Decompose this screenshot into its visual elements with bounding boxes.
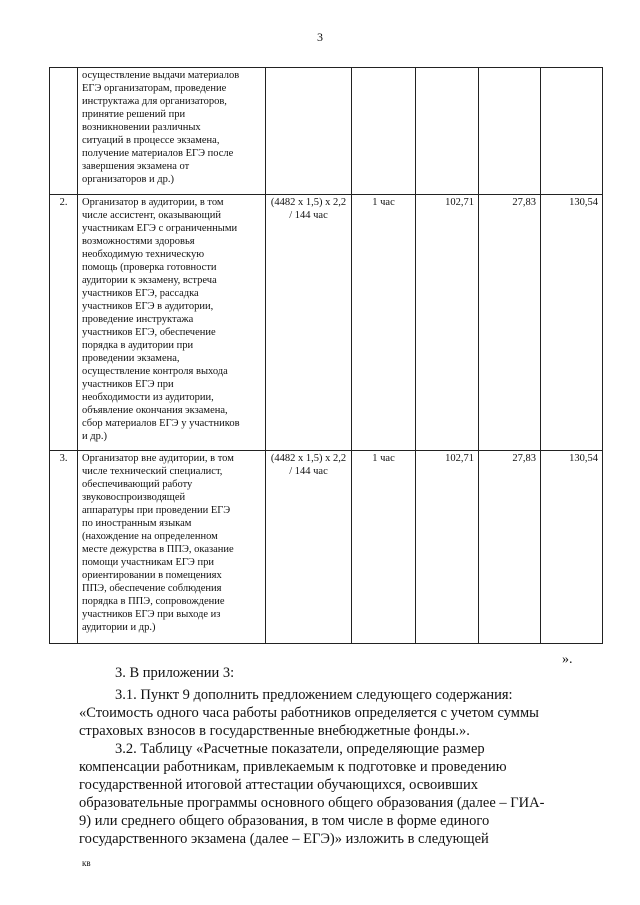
paragraph-line: 3.2. Таблицу «Расчетные показатели, определяющие размер: [115, 741, 485, 757]
description-line: осуществление контроля выхода: [82, 366, 228, 377]
description-line: участников ЕГЭ при: [82, 379, 174, 390]
description-line: Организатор вне аудитории, в том: [82, 453, 234, 464]
row-unit: 1 час: [352, 451, 416, 644]
row-value-2: [479, 68, 541, 195]
description-line: осуществление выдачи материалов: [82, 70, 240, 81]
description-line: необходимую техническую: [82, 249, 205, 260]
description-line: необходимости из аудитории,: [82, 392, 214, 403]
paragraph-line: 9) или среднего общего образования, в том числе в форме единого: [79, 813, 490, 829]
description-line: звуковоспроизводящей: [82, 492, 186, 503]
description-line: сбор материалов ЕГЭ у участников: [82, 418, 240, 429]
row-formula: [266, 68, 352, 195]
description-line: ориентировании в помещениях: [82, 570, 222, 581]
row-value-2: 27,83: [479, 451, 541, 644]
closing-quote: ».: [562, 652, 573, 667]
description-line: аудитории к экзамену, встреча: [82, 275, 217, 286]
description-line: участникам ЕГЭ с ограниченными: [82, 223, 238, 234]
paragraph-3-1: [79, 686, 569, 740]
row-description: [78, 195, 266, 451]
paragraph-3-2: [79, 740, 569, 848]
row-description: [78, 68, 266, 195]
paragraph-line: страховых взносов в государственные внебюджетные фонды.».: [79, 723, 470, 739]
paragraph-line: 3.1. Пункт 9 дополнить предложением следующего содержания:: [115, 687, 513, 703]
paragraph-line: «Стоимость одного часа работы работников определяется с учетом суммы: [79, 705, 539, 721]
row-value-3: 130,54: [541, 195, 603, 451]
description-line: участников ЕГЭ, рассадка: [82, 288, 199, 299]
row-description: [78, 451, 266, 644]
description-line: (нахождение на определенном: [82, 531, 218, 542]
footer-initials: кв: [82, 858, 91, 868]
description-line: аудитории и др.): [82, 622, 156, 633]
description-line: участников ЕГЭ в аудитории,: [82, 301, 214, 312]
row-number: 2.: [50, 195, 78, 451]
description-line: инструктажа для организаторов,: [82, 96, 227, 107]
description-line: возникновении различных: [82, 122, 201, 133]
description-line: числе ассистент, оказывающий: [82, 210, 221, 221]
description-line: аппаратуры при проведении ЕГЭ: [82, 505, 231, 516]
description-line: помощь (проверка готовности: [82, 262, 217, 273]
description-line: участников ЕГЭ при выходе из: [82, 609, 221, 620]
description-line: ЕГЭ организаторам, проведение: [82, 83, 227, 94]
description-line: получение материалов ЕГЭ после: [82, 148, 234, 159]
description-line: принятие решений при: [82, 109, 186, 120]
row-value-3: [541, 68, 603, 195]
row-unit: 1 час: [352, 195, 416, 451]
description-line: ППЭ, обеспечение соблюдения: [82, 583, 222, 594]
description-line: участников ЕГЭ, обеспечение: [82, 327, 216, 338]
description-line: завершения экзамена от: [82, 161, 190, 172]
description-line: порядка в ППЭ, сопровождение: [82, 596, 225, 607]
paragraph-line: компенсации работникам, привлекаемым к подготовке и проведению: [79, 759, 507, 775]
description-line: порядка в аудитории при: [82, 340, 194, 351]
description-line: по иностранным языкам: [82, 518, 192, 529]
row-value-1: 102,71: [416, 195, 479, 451]
compensation-table: [49, 67, 603, 644]
section-heading: 3. В приложении 3:: [115, 665, 235, 681]
description-line: месте дежурства в ППЭ, оказание: [82, 544, 234, 555]
description-line: ситуаций в процессе экзамена,: [82, 135, 220, 146]
row-value-2: 27,83: [479, 195, 541, 451]
description-line: и др.): [82, 431, 107, 442]
table-row: [50, 195, 603, 451]
table-row: [50, 68, 603, 195]
paragraph-line: государственного экзамена (далее – ЕГЭ)» изложить в следующей: [79, 831, 489, 847]
row-number: [50, 68, 78, 195]
description-line: проведении экзамена,: [82, 353, 180, 364]
paragraph-line: государственной итоговой аттестации обучающихся, освоивших: [79, 777, 478, 793]
row-value-1: [416, 68, 479, 195]
row-formula: (4482 x 1,5) x 2,2 / 144 час: [266, 195, 352, 451]
description-line: числе технический специалист,: [82, 466, 223, 477]
description-line: обеспечивающий работу: [82, 479, 193, 490]
row-value-3: 130,54: [541, 451, 603, 644]
description-line: возможностями здоровья: [82, 236, 195, 247]
description-line: помощи участникам ЕГЭ при: [82, 557, 214, 568]
row-number: 3.: [50, 451, 78, 644]
description-line: проведение инструктажа: [82, 314, 194, 325]
row-unit: [352, 68, 416, 195]
description-line: Организатор в аудитории, в том: [82, 197, 224, 208]
paragraph-line: образовательные программы основного общего образования (далее – ГИА-: [79, 795, 545, 811]
description-line: объявление окончания экзамена,: [82, 405, 228, 416]
table-row: [50, 451, 603, 644]
row-formula: (4482 x 1,5) x 2,2 / 144 час: [266, 451, 352, 644]
page-number: 3: [317, 30, 323, 44]
description-line: организаторов и др.): [82, 174, 174, 185]
row-value-1: 102,71: [416, 451, 479, 644]
